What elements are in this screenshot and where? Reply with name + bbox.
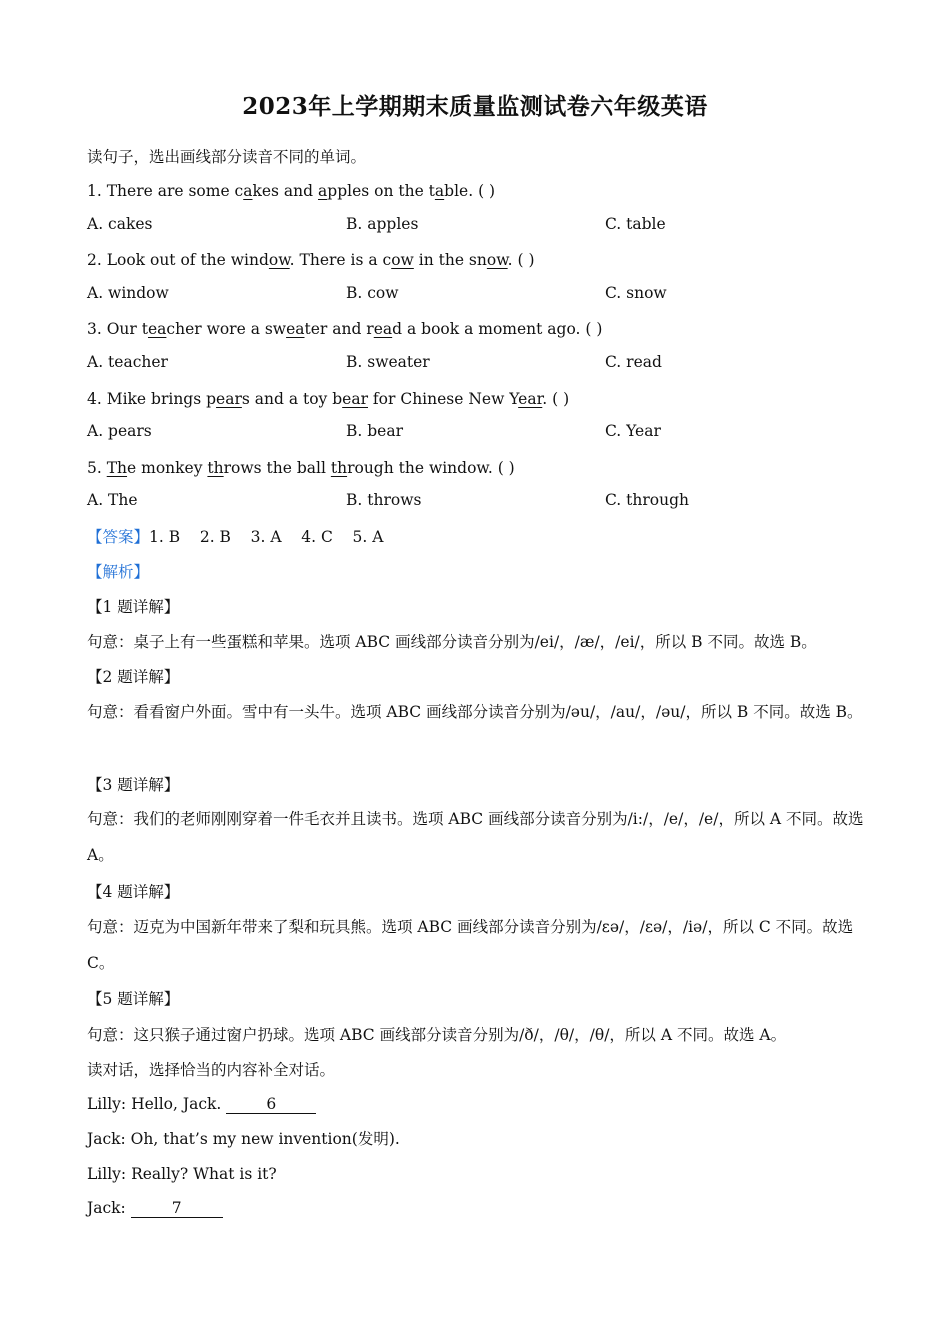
answer-values: 1. B 2. B 3. A 4. C 5. A <box>149 528 384 546</box>
detail-5-text: 句意：这只猴子通过窗户扔球。选项 ABC 画线部分读音分别为/ð/，/θ/，/θ/，所以 A 不同。故选 A。 <box>87 1026 787 1044</box>
detail-2-text: 句意：看看窗户外面。雪中有一头牛。选项 ABC 画线部分读音分别为/əu/，/au/，/əu/，所以 B 不同。故选 B。 <box>87 703 863 721</box>
option-1b: B. apples <box>346 215 419 233</box>
section2-instruction: 读对话，选择恰当的内容补全对话。 <box>87 1061 336 1079</box>
blank-7: 7 <box>131 1199 223 1218</box>
answer-label: 【答案】 <box>87 528 150 546</box>
dialogue-line-2: Jack: Oh, that’s my new invention(发明). <box>87 1130 400 1148</box>
question-3: 3. Our teacher wore a sweater and read a book a moment ago. ( ) <box>87 320 603 338</box>
option-4b: B. bear <box>346 422 403 440</box>
option-5c: C. through <box>605 491 690 509</box>
answer-line <box>87 526 383 548</box>
option-4a: A. pears <box>87 422 152 440</box>
option-2c: C. snow <box>605 284 667 302</box>
detail-3-heading: 【3 题详解】 <box>87 776 180 794</box>
option-5b: B. throws <box>346 491 422 509</box>
question-4: 4. Mike brings pears and a toy bear for Chinese New Year. ( ) <box>87 390 570 408</box>
option-2b: B. cow <box>346 284 399 302</box>
detail-1-text: 句意：桌子上有一些蛋糕和苹果。选项 ABC 画线部分读音分别为/ei/，/æ/，/ei/，所以 B 不同。故选 B。 <box>87 633 817 651</box>
dialogue-line-1: Lilly: Hello, Jack. 6 <box>87 1093 316 1115</box>
option-3b: B. sweater <box>346 353 430 371</box>
dialogue-line-3: Lilly: Really? What is it? <box>87 1165 277 1183</box>
blank-6: 6 <box>226 1095 316 1114</box>
detail-2-heading: 【2 题详解】 <box>87 668 180 686</box>
analysis-label: 【解析】 <box>87 563 150 581</box>
detail-4-heading: 【4 题详解】 <box>87 883 180 901</box>
section1-instruction: 读句子，选出画线部分读音不同的单词。 <box>87 148 367 166</box>
option-3c: C. read <box>605 353 662 371</box>
option-3a: A. teacher <box>87 353 168 371</box>
question-1: 1. There are some cakes and apples on the table. ( ) <box>87 182 496 200</box>
question-5: 5. The monkey throws the ball through the window. ( ) <box>87 459 515 477</box>
detail-1-heading: 【1 题详解】 <box>87 598 180 616</box>
option-1a: A. cakes <box>87 215 153 233</box>
detail-4-text: 句意：迈克为中国新年带来了梨和玩具熊。选项 ABC 画线部分读音分别为/εə/，/εə/，/iə/，所以 C 不同。故选 C。 <box>87 918 854 972</box>
detail-3-text: 句意：我们的老师刚刚穿着一件毛衣并且读书。选项 ABC 画线部分读音分别为/i:/，/e/，/e/，所以 A 不同。故选 A。 <box>87 810 864 864</box>
dialogue-line-4: Jack: 7 <box>87 1197 223 1219</box>
question-2: 2. Look out of the window. There is a cow in the snow. ( ) <box>87 251 535 269</box>
option-5a: A. The <box>87 491 138 509</box>
option-1c: C. table <box>605 215 666 233</box>
detail-5-heading: 【5 题详解】 <box>87 990 180 1008</box>
option-2a: A. window <box>87 284 169 302</box>
page-title: 2023年上学期期末质量监测试卷六年级英语 <box>242 93 708 120</box>
option-4c: C. Year <box>605 422 661 440</box>
